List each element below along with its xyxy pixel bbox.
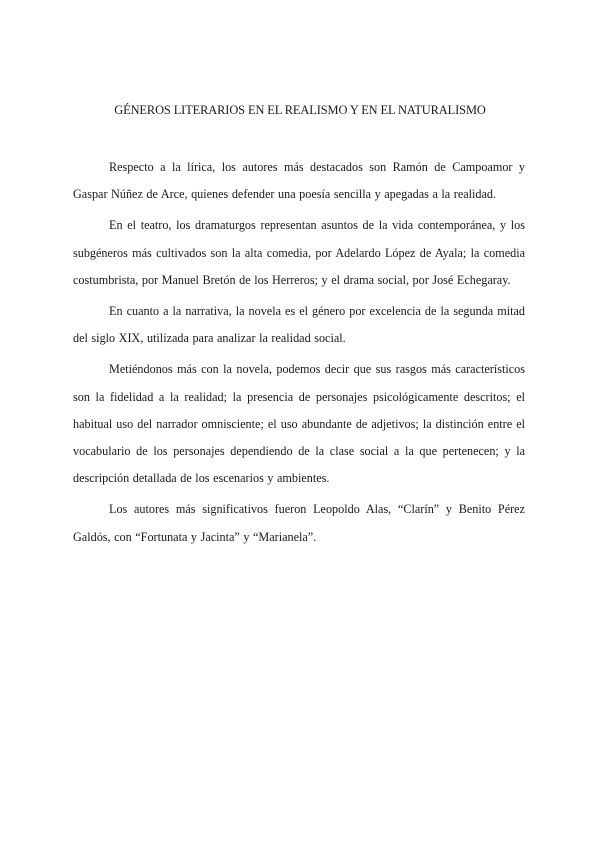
paragraph-narrativa: En cuanto a la narrativa, la novela es el género por excelencia de la segunda mitad del siglo XIX, utilizada para analizar la realidad social. [73,304,525,346]
paragraph-novela-rasgos: Metiéndonos más con la novela, podemos decir que sus rasgos más característicos son la fidelidad a la realidad; la presencia de personajes psicológicamente descritos; el habitual uso del narrador omnisciente; el uso abundante de adjetivos; la distinción entre el vocabulario de los personajes dependiendo de la clase social a la que pertenecen; y la descripción detallada de los escenarios y ambientes. [73,362,525,486]
paragraph-teatro: En el teatro, los dramaturgos representan asuntos de la vida contemporánea, y los subgéneros más cultivados son la alta comedia, por Adelardo López de Ayala; la comedia costumbrista, por Manuel Bretón de los Herreros; y el drama social, por José Echegaray. [73,218,525,287]
document-title: GÉNEROS LITERARIOS EN EL REALISMO Y EN EL NATURALISMO [114,103,486,117]
paragraph-autores: Los autores más significativos fueron Leopoldo Alas, “Clarín” y Benito Pérez Galdós, con “Fortunata y Jacinta” y “Marianela”. [73,502,525,544]
paragraph-lirica: Respecto a la lírica, los autores más destacados son Ramón de Campoamor y Gaspar Núñez de Arce, quienes defender una poesía sencilla y apegadas a la realidad. [73,160,525,202]
document-body [73,154,525,555]
